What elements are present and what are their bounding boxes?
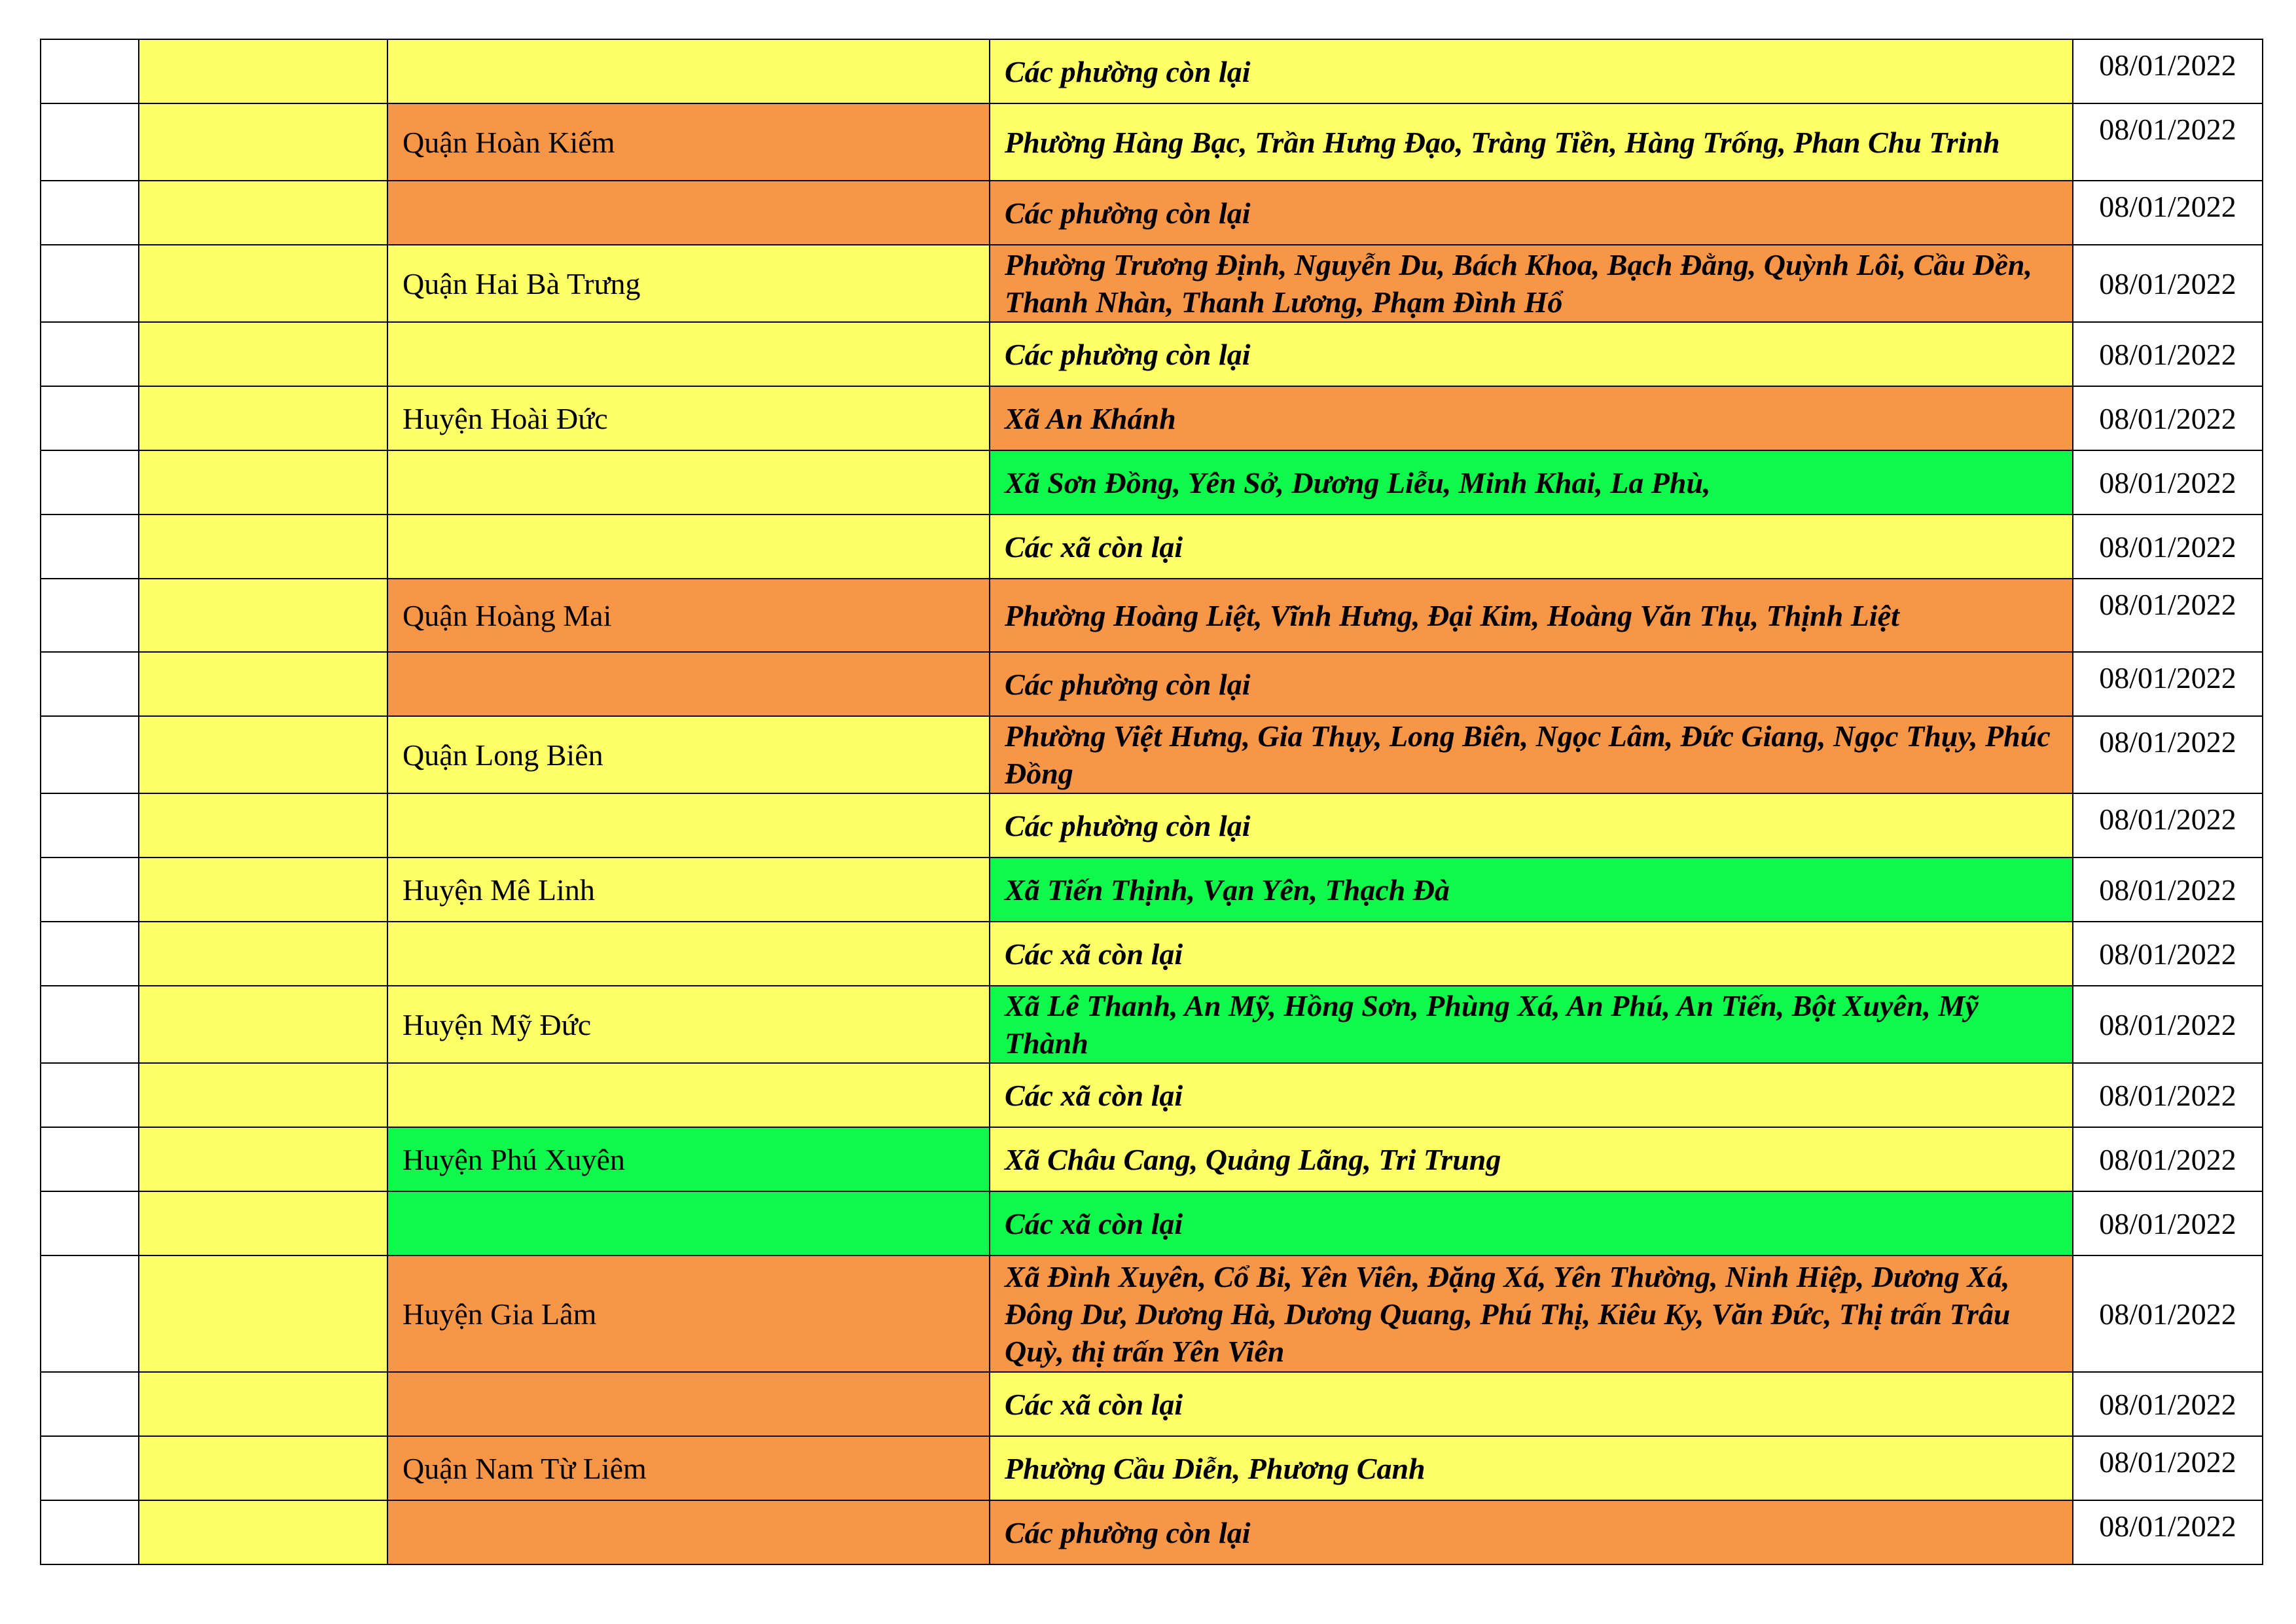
date-cell: 08/01/2022: [2073, 1191, 2263, 1255]
district-cell: [387, 514, 990, 579]
district-cell: [387, 652, 990, 716]
table-row: [41, 652, 2263, 716]
date-cell: 08/01/2022: [2073, 1372, 2263, 1436]
date-cell: 08/01/2022: [2073, 922, 2263, 986]
table-row: [41, 322, 2263, 386]
table-row: [41, 386, 2263, 450]
area-cell: Xã An Khánh: [990, 386, 2073, 450]
date-cell: 08/01/2022: [2073, 514, 2263, 579]
level-cell: [139, 1372, 387, 1436]
table-row: [41, 793, 2263, 857]
date-cell: 08/01/2022: [2073, 103, 2263, 181]
table-row: [41, 1063, 2263, 1127]
table-row: [41, 39, 2263, 103]
date-cell: 08/01/2022: [2073, 245, 2263, 322]
area-cell: Xã Lê Thanh, An Mỹ, Hồng Sơn, Phùng Xá, An Phú, An Tiến, Bột Xuyên, Mỹ Thành: [990, 986, 2073, 1063]
level-cell: [139, 181, 387, 245]
district-cell: Huyện Mê Linh: [387, 857, 990, 922]
level-cell: [139, 322, 387, 386]
index-cell: [41, 1500, 139, 1564]
index-cell: [41, 386, 139, 450]
level-cell: [139, 793, 387, 857]
index-cell: [41, 450, 139, 514]
district-cell: Huyện Hoài Đức: [387, 386, 990, 450]
date-cell: 08/01/2022: [2073, 793, 2263, 857]
table-row: [41, 181, 2263, 245]
district-cell: [387, 922, 990, 986]
date-cell: 08/01/2022: [2073, 986, 2263, 1063]
index-cell: [41, 716, 139, 793]
index-cell: [41, 1127, 139, 1191]
table-body: [41, 39, 2263, 1564]
district-cell: Quận Long Biên: [387, 716, 990, 793]
area-cell: Các xã còn lại: [990, 1191, 2073, 1255]
area-cell: Các xã còn lại: [990, 1063, 2073, 1127]
area-cell: Phường Trương Định, Nguyễn Du, Bách Khoa, Bạch Đằng, Quỳnh Lôi, Cầu Dền, Thanh Nhàn, Thanh Lương, Phạm Đình Hổ: [990, 245, 2073, 322]
district-cell: [387, 450, 990, 514]
level-cell: [139, 1255, 387, 1372]
index-cell: [41, 579, 139, 652]
zone-table: [40, 39, 2263, 1565]
date-cell: 08/01/2022: [2073, 1436, 2263, 1500]
district-cell: Huyện Phú Xuyên: [387, 1127, 990, 1191]
area-cell: Xã Tiến Thịnh, Vạn Yên, Thạch Đà: [990, 857, 2073, 922]
index-cell: [41, 514, 139, 579]
table-row: [41, 716, 2263, 793]
district-cell: [387, 793, 990, 857]
table-row: [41, 986, 2263, 1063]
district-cell: Quận Hoàng Mai: [387, 579, 990, 652]
level-cell: [139, 716, 387, 793]
district-cell: [387, 1372, 990, 1436]
index-cell: [41, 245, 139, 322]
date-cell: 08/01/2022: [2073, 579, 2263, 652]
district-cell: [387, 181, 990, 245]
level-cell: [139, 1500, 387, 1564]
area-cell: Các xã còn lại: [990, 514, 2073, 579]
area-cell: Xã Châu Cang, Quảng Lãng, Tri Trung: [990, 1127, 2073, 1191]
index-cell: [41, 986, 139, 1063]
level-cell: [139, 1191, 387, 1255]
area-cell: Xã Đình Xuyên, Cổ Bi, Yên Viên, Đặng Xá, Yên Thường, Ninh Hiệp, Dương Xá, Đông Dư, Dương Hà, Dương Quang, Phú Thị, Kiêu Ky, Văn Đức, Thị trấn Trâu Quỳ, thị trấn Yên Viên: [990, 1255, 2073, 1372]
date-cell: 08/01/2022: [2073, 652, 2263, 716]
level-cell: [139, 103, 387, 181]
date-cell: 08/01/2022: [2073, 322, 2263, 386]
table-row: [41, 1127, 2263, 1191]
date-cell: 08/01/2022: [2073, 39, 2263, 103]
date-cell: 08/01/2022: [2073, 716, 2263, 793]
index-cell: [41, 1063, 139, 1127]
index-cell: [41, 39, 139, 103]
index-cell: [41, 652, 139, 716]
area-cell: Phường Hoàng Liệt, Vĩnh Hưng, Đại Kim, Hoàng Văn Thụ, Thịnh Liệt: [990, 579, 2073, 652]
area-cell: Các phường còn lại: [990, 652, 2073, 716]
area-cell: Xã Sơn Đồng, Yên Sở, Dương Liễu, Minh Khai, La Phù,: [990, 450, 2073, 514]
table-row: [41, 514, 2263, 579]
date-cell: 08/01/2022: [2073, 1063, 2263, 1127]
level-cell: [139, 857, 387, 922]
level-cell: [139, 1436, 387, 1500]
district-cell: [387, 39, 990, 103]
level-cell: [139, 652, 387, 716]
date-cell: 08/01/2022: [2073, 1255, 2263, 1372]
table-row: [41, 1436, 2263, 1500]
table-row: [41, 1372, 2263, 1436]
district-cell: Quận Hai Bà Trưng: [387, 245, 990, 322]
area-cell: Các phường còn lại: [990, 793, 2073, 857]
area-cell: Các xã còn lại: [990, 922, 2073, 986]
table-row: [41, 579, 2263, 652]
level-cell: [139, 579, 387, 652]
district-cell: Quận Hoàn Kiếm: [387, 103, 990, 181]
district-cell: [387, 322, 990, 386]
district-cell: Quận Nam Từ Liêm: [387, 1436, 990, 1500]
date-cell: 08/01/2022: [2073, 386, 2263, 450]
level-cell: [139, 514, 387, 579]
area-cell: Các phường còn lại: [990, 1500, 2073, 1564]
area-cell: Các xã còn lại: [990, 1372, 2073, 1436]
level-cell: [139, 1127, 387, 1191]
table-row: [41, 245, 2263, 322]
area-cell: Các phường còn lại: [990, 322, 2073, 386]
index-cell: [41, 1255, 139, 1372]
area-cell: Các phường còn lại: [990, 181, 2073, 245]
table-row: [41, 1255, 2263, 1372]
date-cell: 08/01/2022: [2073, 1127, 2263, 1191]
level-cell: [139, 986, 387, 1063]
table-row: [41, 103, 2263, 181]
district-cell: Huyện Mỹ Đức: [387, 986, 990, 1063]
area-cell: Phường Việt Hưng, Gia Thụy, Long Biên, Ngọc Lâm, Đức Giang, Ngọc Thụy, Phúc Đồng: [990, 716, 2073, 793]
table-row: [41, 922, 2263, 986]
area-cell: Các phường còn lại: [990, 39, 2073, 103]
index-cell: [41, 322, 139, 386]
level-cell: [139, 386, 387, 450]
district-cell: Huyện Gia Lâm: [387, 1255, 990, 1372]
index-cell: [41, 922, 139, 986]
index-cell: [41, 793, 139, 857]
district-cell: [387, 1063, 990, 1127]
table-row: [41, 1500, 2263, 1564]
date-cell: 08/01/2022: [2073, 857, 2263, 922]
index-cell: [41, 181, 139, 245]
index-cell: [41, 857, 139, 922]
level-cell: [139, 1063, 387, 1127]
district-cell: [387, 1500, 990, 1564]
area-cell: Phường Hàng Bạc, Trần Hưng Đạo, Tràng Tiền, Hàng Trống, Phan Chu Trinh: [990, 103, 2073, 181]
index-cell: [41, 1372, 139, 1436]
table-row: [41, 857, 2263, 922]
index-cell: [41, 103, 139, 181]
area-cell: Phường Cầu Diễn, Phương Canh: [990, 1436, 2073, 1500]
date-cell: 08/01/2022: [2073, 181, 2263, 245]
index-cell: [41, 1436, 139, 1500]
level-cell: [139, 922, 387, 986]
date-cell: 08/01/2022: [2073, 450, 2263, 514]
level-cell: [139, 245, 387, 322]
level-cell: [139, 39, 387, 103]
index-cell: [41, 1191, 139, 1255]
table-row: [41, 1191, 2263, 1255]
table-row: [41, 450, 2263, 514]
district-cell: [387, 1191, 990, 1255]
date-cell: 08/01/2022: [2073, 1500, 2263, 1564]
level-cell: [139, 450, 387, 514]
